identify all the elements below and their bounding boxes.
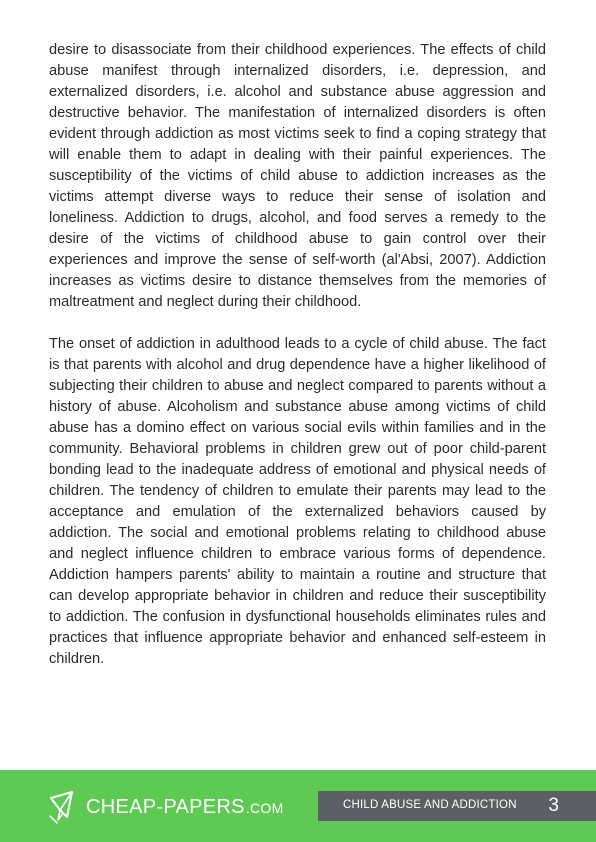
running-title-bar <box>318 791 596 821</box>
page-footer <box>0 770 596 842</box>
body-paragraph-2: The onset of addiction in adulthood leads to a cycle of child abuse. The fact is that parents with alcohol and drug dependence have a higher likelihood of subjecting their children to abuse and neglect compared to parents without a history of abuse. Alcoholism and substance abuse among victims of child abuse has a domino effect on various social evils within families and in the community. Behavioral problems in children grew out of poor child-parent bonding lead to the inadequate address of emotional and physical needs of children. The tendency of children to emulate their parents may lead to the acceptance and emulation of the externalized behaviors caused by addiction. The social and emotional problems relating to childhood abuse and neglect influence children to embrace various forms of dependence. Addiction hampers parents' ability to maintain a routine and structure that can develop appropriate behavior in children and reduce their susceptibility to addiction. The confusion in dysfunctional households eliminates rules and practices that influence appropriate behavior and enhanced self-esteem in children. <box>49 336 546 667</box>
page-number: 3 <box>548 795 559 816</box>
brand-name-tld: .COM <box>245 799 284 816</box>
page-body <box>49 40 546 691</box>
brand-name-main: CHEAP-PAPERS <box>86 795 245 818</box>
brand-link[interactable] <box>48 789 284 825</box>
brand-name <box>86 796 284 819</box>
running-title: CHILD ABUSE AND ADDICTION <box>343 799 517 811</box>
body-paragraph-1: desire to disassociate from their childhood experiences. The effects of child abuse manifest through internalized disorders, i.e. depression, and externalized disorders, i.e. alcohol and substance abuse aggression and destructive behavior. The manifestation of internalized disorders is often evident through addiction as most victims seek to find a coping strategy that will enable them to adapt in dealing with their painful experiences. The susceptibility of the victims of child abuse to addiction increases as the victims attempt diverse ways to reduce their sense of isolation and loneliness. Addiction to drugs, alcohol, and food serves a remedy to the desire of the victims of childhood abuse to gain control over their experiences and improve the sense of self-worth (al'Absi, 2007). Addiction increases as victims desire to distance themselves from the memories of maltreatment and neglect during their childhood. <box>49 42 546 310</box>
paper-plane-icon <box>48 790 76 824</box>
